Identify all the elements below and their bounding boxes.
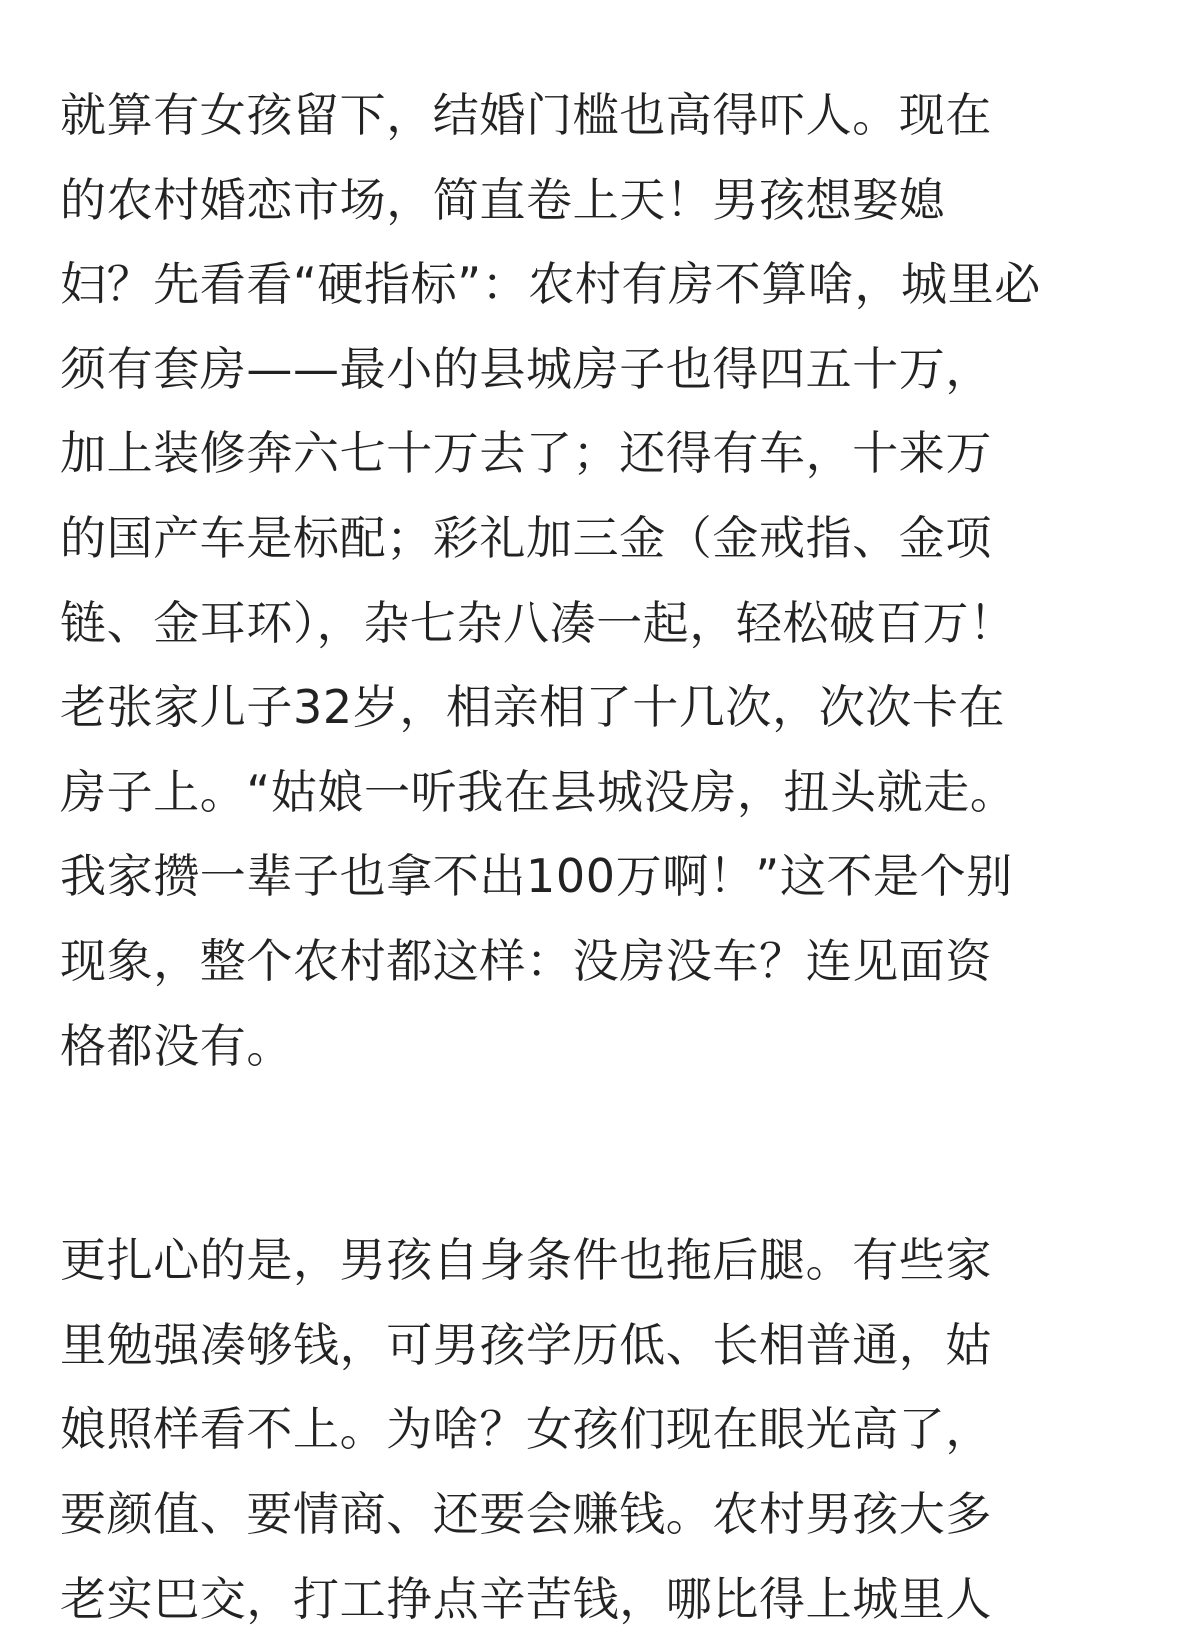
text-line: 娘照样看不上。为啥？女孩们现在眼光高了，	[60, 1387, 1082, 1472]
text-line: 须有套房——最小的县城房子也得四五十万，	[60, 327, 1082, 412]
text-line: 要颜值、要情商、还要会赚钱。农村男孩大多	[60, 1472, 1082, 1557]
text-line: 链、金耳环），杂七杂八凑一起，轻松破百万！	[60, 581, 1082, 666]
paragraph-2	[60, 1218, 1082, 1641]
text-line: 现象，整个农村都这样：没房没车？连见面资	[60, 919, 1082, 1004]
article-body	[60, 73, 1082, 1641]
text-line: 我家攒一辈子也拿不出100万啊！”这不是个别	[60, 834, 1082, 919]
paragraph-1	[60, 73, 1082, 1088]
text-line: 妇？先看看“硬指标”：农村有房不算啥，城里必	[60, 242, 1082, 327]
text-line: 房子上。“姑娘一听我在县城没房，扭头就走。	[60, 750, 1082, 835]
text-line: 老实巴交，打工挣点辛苦钱，哪比得上城里人	[60, 1557, 1082, 1641]
text-line: 老张家儿子32岁，相亲相了十几次，次次卡在	[60, 665, 1082, 750]
text-line: 更扎心的是，男孩自身条件也拖后腿。有些家	[60, 1218, 1082, 1303]
text-line: 的国产车是标配；彩礼加三金（金戒指、金项	[60, 496, 1082, 581]
text-line: 加上装修奔六七十万去了；还得有车，十来万	[60, 411, 1082, 496]
text-line: 的农村婚恋市场，简直卷上天！男孩想娶媳	[60, 158, 1082, 243]
text-line: 格都没有。	[60, 1004, 1082, 1089]
paragraph-spacer	[60, 1088, 1082, 1218]
text-line: 就算有女孩留下，结婚门槛也高得吓人。现在	[60, 73, 1082, 158]
text-line: 里勉强凑够钱，可男孩学历低、长相普通，姑	[60, 1303, 1082, 1388]
